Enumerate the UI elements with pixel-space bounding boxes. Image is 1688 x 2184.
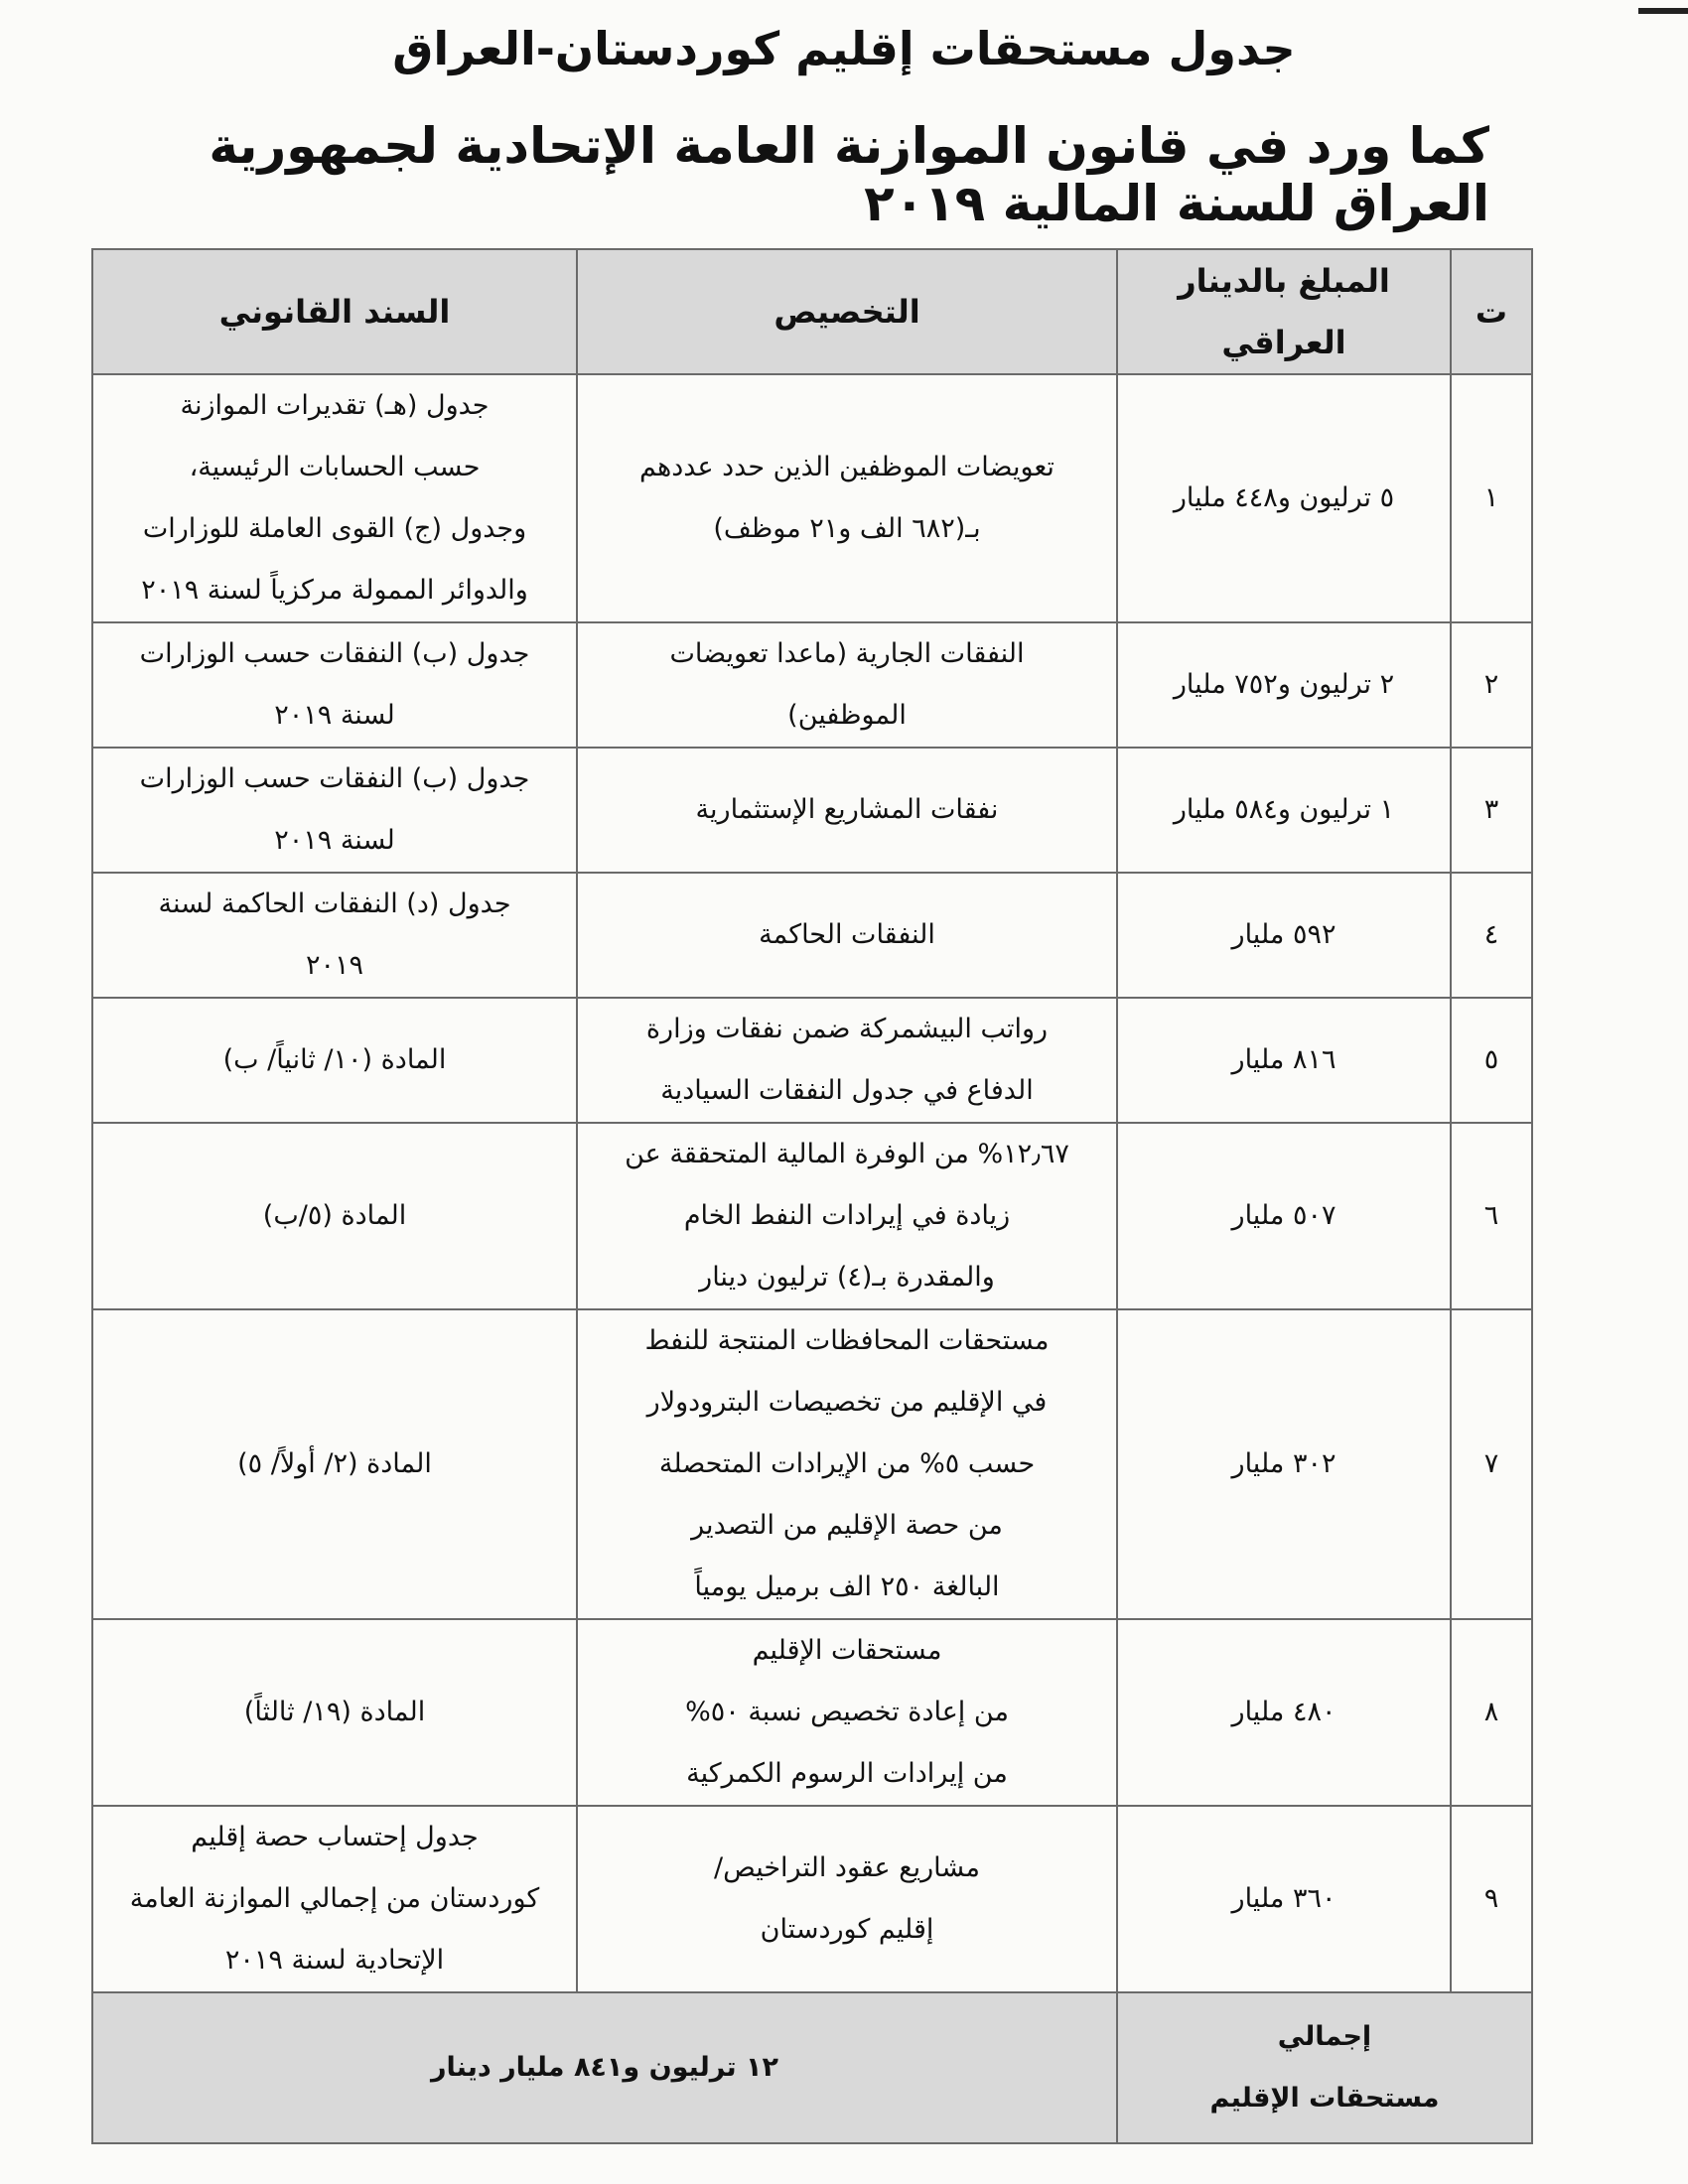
table-row [92, 1123, 1532, 1309]
row-legal-basis-line: ٢٠١٩ [305, 950, 363, 981]
row-legal-basis [92, 374, 577, 622]
table-row [92, 374, 1532, 622]
document-title: جدول مستحقات إقليم كوردستان-العراق [392, 22, 1296, 75]
row-legal-basis [92, 1806, 577, 1992]
row-legal-basis-line: المادة (١٠/ ثانياً/ ب) [222, 1044, 447, 1075]
row-amount: ٤٨٠ مليار [1117, 1619, 1451, 1806]
table-row [92, 998, 1532, 1123]
row-number: ٩ [1451, 1806, 1532, 1992]
row-legal-basis [92, 748, 577, 873]
row-number: ٣ [1451, 748, 1532, 873]
row-legal-basis [92, 622, 577, 748]
row-allocation [577, 374, 1117, 622]
row-legal-basis [92, 1619, 577, 1806]
table-header-row [92, 249, 1532, 374]
row-amount: ٥٠٧ مليار [1117, 1123, 1451, 1309]
row-number: ٤ [1451, 873, 1532, 998]
row-allocation [577, 1619, 1117, 1806]
row-allocation [577, 1806, 1117, 1992]
row-number: ٨ [1451, 1619, 1532, 1806]
row-legal-basis [92, 998, 577, 1123]
total-row [92, 1992, 1532, 2143]
row-legal-basis-line: لسنة ٢٠١٩ [274, 825, 395, 856]
header-number: ت [1451, 249, 1532, 374]
row-legal-basis [92, 1123, 577, 1309]
row-allocation-line: الموظفين) [787, 700, 907, 731]
row-amount: ٥ ترليون و٤٤٨ مليار [1117, 374, 1451, 622]
row-amount: ١ ترليون و٥٨٤ مليار [1117, 748, 1451, 873]
row-number: ١ [1451, 374, 1532, 622]
total-label-line: مستحقات الإقليم [1209, 2083, 1440, 2114]
row-legal-basis [92, 873, 577, 998]
header-amount: المبلغ بالدينار العراقي [1117, 249, 1451, 374]
row-allocation [577, 1123, 1117, 1309]
row-allocation [577, 748, 1117, 873]
row-allocation [577, 622, 1117, 748]
row-legal-basis [92, 1309, 577, 1619]
row-number: ٧ [1451, 1309, 1532, 1619]
table-row [92, 1619, 1532, 1806]
row-allocation-line: البالغة ٢٥٠ الف برميل يومياً [694, 1571, 1000, 1602]
row-allocation-line: رواتب البيشمركة ضمن نفقات وزارة [645, 1014, 1049, 1044]
scan-edge-mark [1638, 8, 1688, 14]
row-amount: ٨١٦ مليار [1117, 998, 1451, 1123]
row-legal-basis-line: جدول (هـ) تقديرات الموازنة [180, 390, 490, 421]
total-label-line: إجمالي [1277, 2021, 1372, 2052]
row-allocation-line: مستحقات المحافظات المنتجة للنفط [644, 1325, 1050, 1356]
total-label [1117, 1992, 1532, 2143]
row-allocation [577, 998, 1117, 1123]
row-allocation-line: من حصة الإقليم من التصدير [691, 1510, 1003, 1541]
row-allocation-line: والمقدرة بـ(٤) ترليون دينار [699, 1262, 995, 1293]
row-allocation-line: مستحقات الإقليم [752, 1635, 942, 1666]
header-allocation: التخصيص [577, 249, 1117, 374]
row-amount: ٢ ترليون و٧٥٢ مليار [1117, 622, 1451, 748]
row-legal-basis-line: كوردستان من إجمالي الموازنة العامة [129, 1883, 540, 1914]
row-legal-basis-line: جدول (د) النفقات الحاكمة لسنة [158, 888, 511, 919]
document-subtitle: كما ورد في قانون الموازنة العامة الإتحادية لجمهورية العراق للسنة المالية ٢٠١٩ [209, 117, 1489, 232]
row-allocation-line: من إيرادات الرسوم الكمركية [686, 1758, 1008, 1789]
table-row [92, 1309, 1532, 1619]
row-allocation-line: بـ(٦٨٢ الف و٢١ موظف) [713, 513, 981, 544]
row-allocation-line: حسب ٥% من الإيرادات المتحصلة [658, 1448, 1036, 1479]
table-body [92, 374, 1532, 1992]
row-legal-basis-line: الإتحادية لسنة ٢٠١٩ [224, 1945, 445, 1976]
header-legal-basis: السند القانوني [92, 249, 577, 374]
row-legal-basis-line: المادة (١٩/ ثالثاً) [243, 1697, 426, 1727]
row-allocation-line: ١٢٫٦٧% من الوفرة المالية المتحققة عن [625, 1139, 1069, 1169]
entitlements-table [91, 248, 1533, 2144]
table-row [92, 622, 1532, 748]
row-legal-basis-line: جدول (ب) النفقات حسب الوزارات [139, 763, 530, 794]
row-number: ٥ [1451, 998, 1532, 1123]
row-allocation [577, 873, 1117, 998]
row-legal-basis-line: حسب الحسابات الرئيسية، [189, 452, 481, 482]
row-allocation-line: في الإقليم من تخصيصات البترودولار [646, 1387, 1048, 1418]
row-allocation-line: النفقات الجارية (ماعدا تعويضات [669, 638, 1025, 669]
row-legal-basis-line: لسنة ٢٠١٩ [274, 700, 395, 731]
row-amount: ٣٠٢ مليار [1117, 1309, 1451, 1619]
row-number: ٦ [1451, 1123, 1532, 1309]
row-legal-basis-line: والدوائر الممولة مركزياً لسنة ٢٠١٩ [141, 575, 528, 606]
row-allocation-line: زيادة في إيرادات النفط الخام [683, 1200, 1011, 1231]
row-allocation-line: من إعادة تخصيص نسبة ٥٠% [685, 1697, 1009, 1727]
row-legal-basis-line: جدول (ب) النفقات حسب الوزارات [139, 638, 530, 669]
row-allocation-line: تعويضات الموظفين الذين حدد عددهم [639, 452, 1055, 482]
row-allocation-line: إقليم كوردستان [760, 1914, 934, 1945]
row-legal-basis-line: وجدول (ج) القوى العاملة للوزارات [142, 513, 527, 544]
row-allocation-line: الدفاع في جدول النفقات السيادية [660, 1075, 1034, 1106]
row-amount: ٣٦٠ مليار [1117, 1806, 1451, 1992]
table-row [92, 1806, 1532, 1992]
row-allocation [577, 1309, 1117, 1619]
table-row [92, 873, 1532, 998]
row-amount: ٥٩٢ مليار [1117, 873, 1451, 998]
row-legal-basis-line: المادة (٥/ب) [262, 1200, 407, 1231]
row-number: ٢ [1451, 622, 1532, 748]
row-allocation-line: النفقات الحاكمة [759, 919, 935, 950]
row-allocation-line: مشاريع عقود التراخيص/ [714, 1852, 980, 1883]
total-value: ١٢ ترليون و٨٤١ مليار دينار [92, 1992, 1117, 2143]
row-allocation-line: نفقات المشاريع الإستثمارية [695, 794, 999, 825]
table-row [92, 748, 1532, 873]
row-legal-basis-line: جدول إحتساب حصة إقليم [191, 1822, 479, 1852]
row-legal-basis-line: المادة (٢/ أولاً/ ٥) [237, 1448, 432, 1479]
